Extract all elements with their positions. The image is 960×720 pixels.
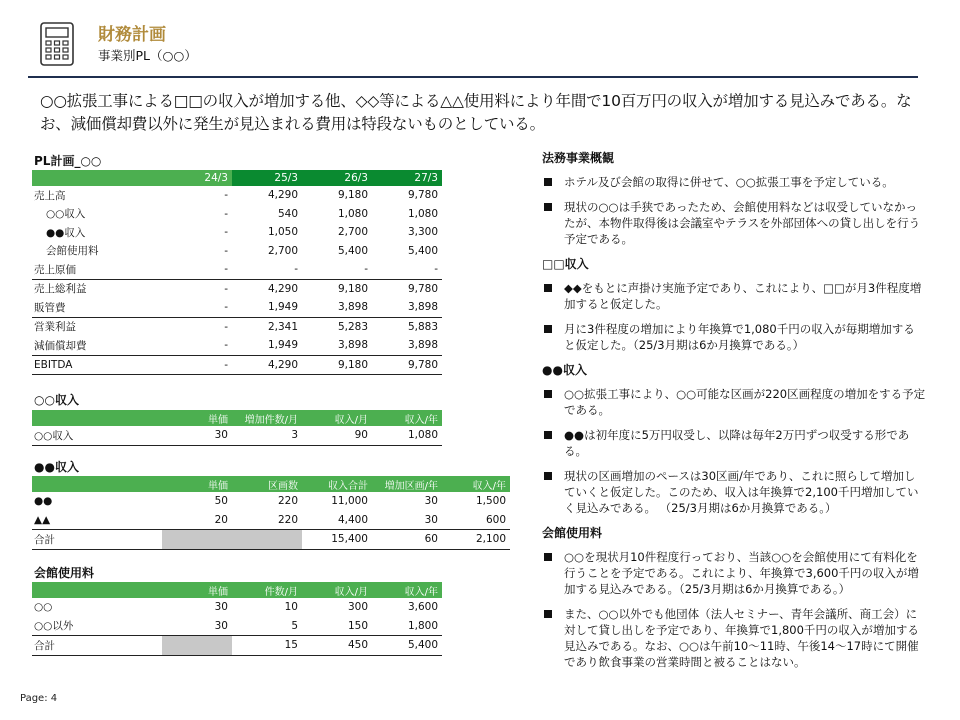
table-row bbox=[32, 317, 442, 336]
cell: - bbox=[434, 263, 438, 276]
pl-header-col: 27/3 bbox=[372, 170, 442, 186]
row-label: 合計 bbox=[32, 636, 162, 656]
row-label: 売上高 bbox=[34, 189, 66, 202]
row-label: ○○以外 bbox=[34, 620, 74, 633]
pl-header-col: 24/3 bbox=[162, 170, 232, 186]
header-col: 収入/年 bbox=[372, 410, 442, 426]
cell: 1,080 bbox=[372, 426, 442, 445]
cell: 11,000 bbox=[331, 495, 368, 508]
cell: - bbox=[162, 317, 232, 336]
blank-cell bbox=[232, 530, 302, 550]
bullet-item: ○○拡張工事により、○○可能な区画が220区画程度の増加をする予定である。 bbox=[542, 386, 926, 418]
cell: 5,283 bbox=[302, 317, 372, 336]
row-label: ▲▲ bbox=[34, 513, 51, 526]
cell: 1,949 bbox=[267, 301, 298, 314]
cell: 10 bbox=[284, 601, 298, 614]
cell: 50 bbox=[214, 495, 228, 508]
table-row bbox=[32, 511, 510, 530]
table-row bbox=[32, 205, 442, 224]
header-col: 増加区画/年 bbox=[372, 476, 442, 492]
header-col: 収入/月 bbox=[302, 582, 372, 598]
cell: 3,898 bbox=[337, 339, 368, 352]
cell: - bbox=[162, 279, 232, 298]
cell: 30 bbox=[162, 426, 232, 445]
cell: - bbox=[224, 244, 228, 257]
lead-paragraph: ○○拡張工事による□□の収入が増加する他、◇◇等による△△使用料により年間で10百万円の収入が増加する見込みである。なお、減価償却費以外に発生が見込まれる費用は特段ないものとしている。 bbox=[40, 92, 912, 133]
table-row bbox=[32, 279, 442, 298]
cell: 150 bbox=[347, 619, 368, 632]
cell: 2,700 bbox=[267, 244, 298, 257]
header-blank bbox=[32, 476, 162, 492]
cell: 4,290 bbox=[267, 189, 298, 202]
cell: - bbox=[294, 263, 298, 276]
row-label: 販管費 bbox=[34, 301, 66, 314]
cell: 9,180 bbox=[337, 189, 368, 202]
row-label: ●● bbox=[34, 495, 53, 508]
cell: 3,300 bbox=[407, 226, 438, 239]
row-label: ●●収入 bbox=[46, 226, 86, 239]
table-row bbox=[32, 298, 442, 317]
blank-cell bbox=[162, 530, 232, 550]
cell: 9,180 bbox=[302, 355, 372, 375]
header-col: 単価 bbox=[162, 410, 232, 426]
cell: 4,290 bbox=[232, 279, 302, 298]
kaikan-table-title: 会館使用料 bbox=[34, 566, 95, 580]
cell: 20 bbox=[214, 513, 228, 526]
cell: 540 bbox=[277, 207, 298, 220]
bullet-list bbox=[542, 174, 926, 247]
maru-table-title: ○○収入 bbox=[34, 393, 79, 407]
bullet-item: ホテル及び会館の取得に併せて、○○拡張工事を予定している。 bbox=[542, 174, 926, 190]
cell: 3,898 bbox=[407, 301, 438, 314]
bullet-item: ○○を現状月10件程度行っており、当該○○を会館使用にて有料化を行うことを予定である。これにより、年換算で3,600千円の収入が増加する見込みである。（25/3月期は6か月換算である。） bbox=[542, 549, 926, 597]
row-label: 売上総利益 bbox=[32, 279, 162, 298]
row-label: 会館使用料 bbox=[46, 245, 99, 258]
row-label: 営業利益 bbox=[32, 317, 162, 336]
bullet-item: 現状の○○は手狭であったため、会館使用料などは収受していなかったが、本物件取得後は会議室やテラスを外部団体への貸し出しを行う予定である。 bbox=[542, 199, 926, 247]
cell: 15,400 bbox=[302, 530, 372, 550]
row-label: ○○ bbox=[34, 601, 53, 614]
cell: 5 bbox=[291, 619, 298, 632]
bullet-list bbox=[542, 280, 926, 353]
cell: 220 bbox=[277, 513, 298, 526]
table-row bbox=[32, 223, 442, 242]
table-row bbox=[32, 260, 442, 279]
table-row bbox=[32, 598, 442, 617]
cell: - bbox=[224, 189, 228, 202]
bullet-item: 現状の区画増加のペースは30区画/年であり、これに照らして増加していくと仮定した。このため、収入は年換算で2,100千円増加していく見込みである。 （25/3月期は6か月換算である。） bbox=[542, 468, 926, 516]
row-label: ○○収入 bbox=[46, 208, 86, 221]
cell: 3,898 bbox=[337, 301, 368, 314]
cell: 3,600 bbox=[407, 601, 438, 614]
cell: 5,883 bbox=[372, 317, 442, 336]
cell: 90 bbox=[302, 426, 372, 445]
section-heading: ●●収入 bbox=[542, 363, 587, 377]
page-number: Page: 4 bbox=[20, 693, 58, 704]
row-label: 合計 bbox=[32, 530, 162, 550]
cell: 1,080 bbox=[407, 207, 438, 220]
cell: 450 bbox=[302, 636, 372, 656]
kuro-table bbox=[32, 476, 510, 550]
cell: 30 bbox=[424, 513, 438, 526]
cell: 3,898 bbox=[407, 339, 438, 352]
cell: - bbox=[224, 301, 228, 314]
header-col: 収入/年 bbox=[372, 582, 442, 598]
cell: 300 bbox=[347, 601, 368, 614]
blank-cell bbox=[162, 636, 232, 656]
header-col: 単価 bbox=[162, 476, 232, 492]
cell: - bbox=[224, 263, 228, 276]
kaikan-header-row bbox=[32, 582, 442, 598]
bullet-item: ●●は初年度に5万円収受し、以降は毎年2万円ずつ収受する形である。 bbox=[542, 427, 926, 459]
cell: - bbox=[224, 339, 228, 352]
cell: 9,180 bbox=[302, 279, 372, 298]
cell: 1,949 bbox=[267, 339, 298, 352]
table-row bbox=[32, 636, 442, 656]
cell: - bbox=[162, 355, 232, 375]
cell: 1,080 bbox=[337, 207, 368, 220]
cell: 15 bbox=[232, 636, 302, 656]
maru-header-row bbox=[32, 410, 442, 426]
cell: 60 bbox=[372, 530, 442, 550]
table-row bbox=[32, 336, 442, 355]
maru-table bbox=[32, 410, 442, 446]
header-col: 収入/月 bbox=[302, 410, 372, 426]
cell: - bbox=[224, 226, 228, 239]
pl-table-title: PL計画_○○ bbox=[34, 154, 102, 168]
bullet-list bbox=[542, 549, 926, 670]
cell: 1,500 bbox=[475, 495, 506, 508]
kaikan-table bbox=[32, 582, 442, 656]
cell: 30 bbox=[214, 601, 228, 614]
header-col: 区画数 bbox=[232, 476, 302, 492]
cell: 30 bbox=[214, 619, 228, 632]
table-row bbox=[32, 186, 442, 205]
cell: 2,100 bbox=[442, 530, 510, 550]
bullet-item: 月に3件程度の増加により年換算で1,080千円の収入が毎期増加すると仮定した。（25/3月期は6か月換算である。） bbox=[542, 321, 926, 353]
cell: 4,400 bbox=[337, 513, 368, 526]
row-label: ○○収入 bbox=[32, 426, 162, 445]
cell: 5,400 bbox=[337, 244, 368, 257]
calculator-icon bbox=[40, 22, 74, 66]
pl-header-row bbox=[32, 170, 442, 186]
notes-column bbox=[542, 150, 926, 679]
header-col: 単価 bbox=[162, 582, 232, 598]
cell: 5,400 bbox=[372, 636, 442, 656]
cell: 30 bbox=[424, 495, 438, 508]
pl-header-blank bbox=[32, 170, 162, 186]
cell: 9,780 bbox=[372, 355, 442, 375]
kuro-header-row bbox=[32, 476, 510, 492]
bullet-list bbox=[542, 386, 926, 516]
cell: 3 bbox=[232, 426, 302, 445]
header-col: 件数/月 bbox=[232, 582, 302, 598]
cell: - bbox=[364, 263, 368, 276]
cell: 1,800 bbox=[407, 619, 438, 632]
page-title: 財務計画 bbox=[98, 25, 166, 45]
cell: - bbox=[224, 207, 228, 220]
table-row bbox=[32, 530, 510, 550]
section-heading: 会館使用料 bbox=[542, 526, 603, 540]
cell: 9,780 bbox=[372, 279, 442, 298]
table-row bbox=[32, 492, 510, 511]
pl-table bbox=[32, 170, 442, 375]
cell: 220 bbox=[277, 495, 298, 508]
row-label: 減価償却費 bbox=[34, 339, 87, 352]
row-label: EBITDA bbox=[32, 355, 162, 375]
table-row bbox=[32, 617, 442, 636]
header-col: 収入/年 bbox=[442, 476, 510, 492]
header-col: 増加件数/月 bbox=[232, 410, 302, 426]
pl-header-col: 25/3 bbox=[232, 170, 302, 186]
cell: 5,400 bbox=[407, 244, 438, 257]
section-heading: □□収入 bbox=[542, 257, 589, 271]
bullet-item: ◆◆をもとに声掛け実施予定であり、これにより、□□が月3件程度増加すると仮定した。 bbox=[542, 280, 926, 312]
pl-header-col: 26/3 bbox=[302, 170, 372, 186]
cell: 9,780 bbox=[407, 189, 438, 202]
cell: 1,050 bbox=[267, 226, 298, 239]
cell: 2,341 bbox=[232, 317, 302, 336]
table-row bbox=[32, 426, 442, 445]
table-row bbox=[32, 242, 442, 261]
header-col: 収入合計 bbox=[302, 476, 372, 492]
header-divider bbox=[28, 76, 918, 78]
table-row bbox=[32, 355, 442, 375]
row-label: 売上原価 bbox=[34, 263, 76, 276]
cell: 2,700 bbox=[337, 226, 368, 239]
header-blank bbox=[32, 582, 162, 598]
cell: 4,290 bbox=[232, 355, 302, 375]
bullet-item: また、○○以外でも他団体（法人セミナー、青年会議所、商工会）に対して貸し出しを予定であり、年換算で1,800千円の収入が増加する見込みである。なお、○○は午前10～11時、午後14～17時にて開催であり飲食事業の営業時間と被ることはない。 bbox=[542, 606, 926, 670]
kuro-table-title: ●●収入 bbox=[34, 460, 79, 474]
cell: 600 bbox=[485, 513, 506, 526]
section-heading: 法務事業概観 bbox=[542, 151, 615, 165]
header-blank bbox=[32, 410, 162, 426]
page-subtitle: 事業別PL（○○） bbox=[98, 48, 197, 63]
